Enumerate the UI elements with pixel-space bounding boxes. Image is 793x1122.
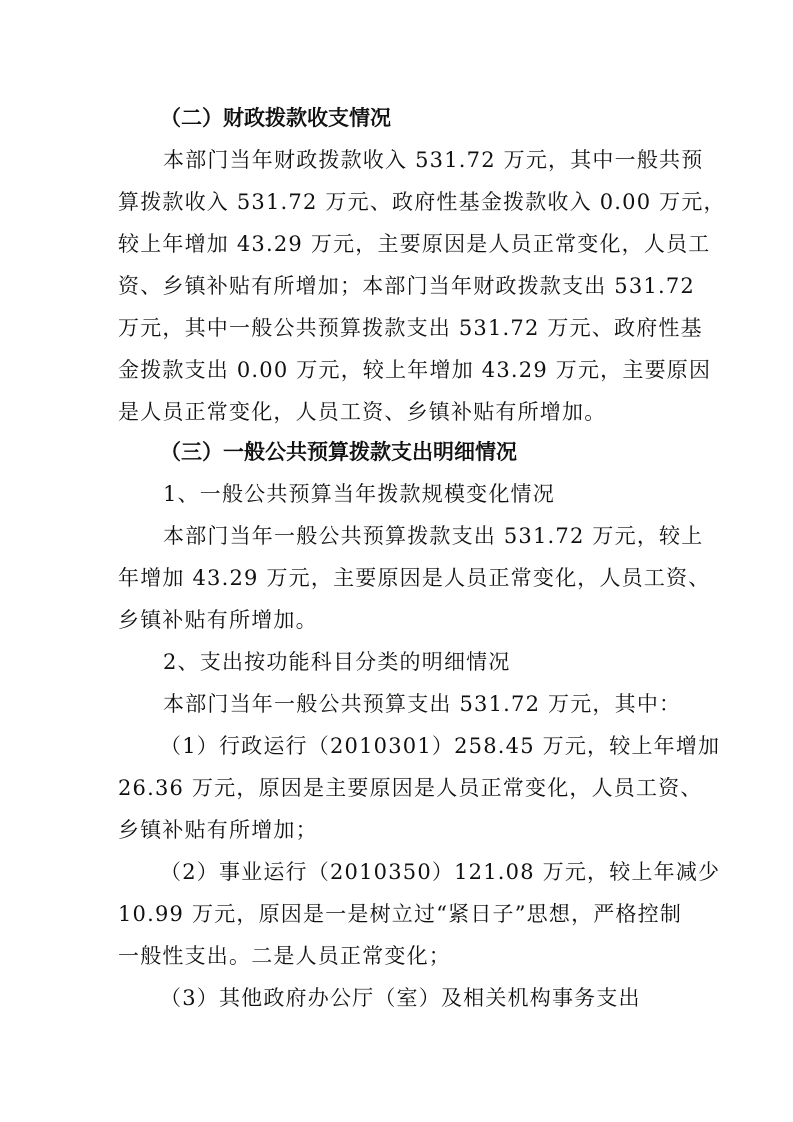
paragraph-line: 乡镇补贴有所增加。 (118, 608, 318, 632)
list-item-line: 乡镇补贴有所增加； (118, 818, 318, 842)
list-item-line: 10.99 万元，原因是一是树立过“紧日子”思想，严格控制 (118, 902, 683, 926)
paragraph-line: 本部门当年一般公共预算拨款支出 531.72 万元，较上 (163, 524, 704, 548)
list-item-line: （3）其他政府办公厅（室）及相关机构事务支出 (160, 986, 641, 1010)
paragraph-line: 万元，其中一般公共预算拨款支出 531.72 万元、政府性基 (118, 316, 703, 340)
list-item-line: （2）事业运行（2010350）121.08 万元，较上年减少 (160, 860, 721, 884)
paragraph-line: 金拨款支出 0.00 万元，较上年增加 43.29 万元，主要原因 (118, 358, 712, 382)
paragraph-line: 较上年增加 43.29 万元，主要原因是人员正常变化，人员工 (118, 232, 711, 256)
subheading-scale-change: 1、一般公共预算当年拨款规模变化情况 (163, 482, 555, 506)
paragraph-line: 本部门当年一般公共预算支出 531.72 万元，其中： (163, 692, 682, 716)
section-heading-fiscal-appropriation: （二）财政拨款收支情况 (160, 106, 391, 130)
paragraph-line: 本部门当年财政拨款收入 531.72 万元，其中一般共预 (163, 148, 704, 172)
list-item-line: 一般性支出。二是人员正常变化； (118, 944, 451, 968)
section-heading-general-budget-detail: （三）一般公共预算拨款支出明细情况 (160, 440, 517, 464)
list-item-line: 26.36 万元，原因是主要原因是人员正常变化，人员工资、 (118, 776, 703, 800)
paragraph-line: 是人员正常变化，人员工资、乡镇补贴有所增加。 (118, 400, 607, 424)
paragraph-line: 年增加 43.29 万元，主要原因是人员正常变化，人员工资、 (118, 566, 711, 590)
list-item-line: （1）行政运行（2010301）258.45 万元，较上年增加 (160, 734, 721, 758)
subheading-functional-classification: 2、支出按功能科目分类的明细情况 (163, 650, 511, 674)
paragraph-line: 算拨款收入 531.72 万元、政府性基金拨款收入 0.00 万元， (118, 190, 726, 214)
paragraph-line: 资、乡镇补贴有所增加；本部门当年财政拨款支出 531.72 (118, 274, 695, 298)
